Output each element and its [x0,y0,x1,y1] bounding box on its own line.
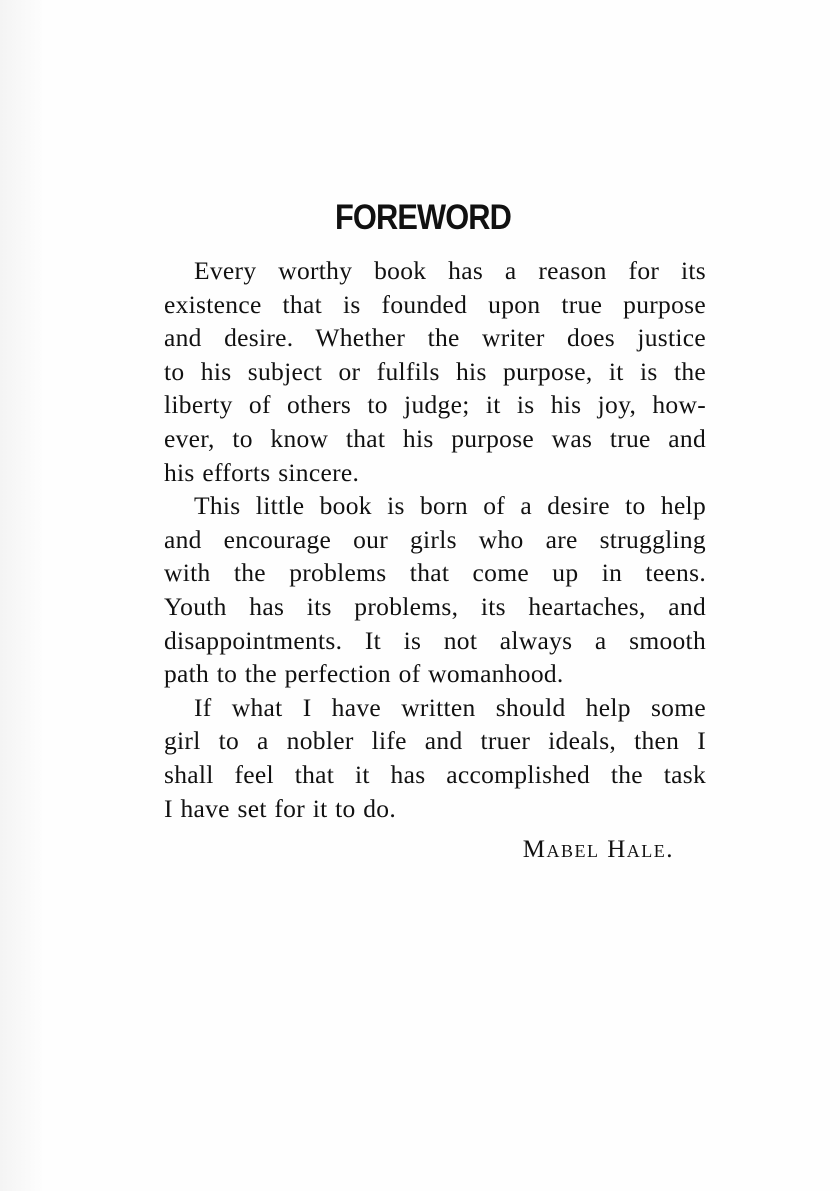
text-line: This little book is born of a desire to help [194,491,706,521]
text-line: If what I have written should help some [194,692,706,722]
paragraph-3 [134,691,706,825]
text-line: I have set for it to do. [164,793,397,823]
text-line: Every worthy book has a reason for its [194,256,706,285]
foreword-content [134,192,706,867]
text-line: girl to a nobler life and truer ideals, then I [164,726,706,756]
text-line: existence that is founded upon true purpose [164,289,706,319]
paragraph-2 [134,489,706,691]
text-line: liberty of others to judge; it is his joy, how- [164,390,706,420]
text-line: to his subject or fulfils his purpose, it is the [164,356,706,386]
text-line: disappointments. It is not always a smooth [164,625,706,655]
text-line: and encourage our girls who are struggling [164,524,706,554]
text-line: and desire. Whether the writer does justice [164,323,706,353]
page-title: FOREWORD [334,198,512,237]
text-line: his efforts sincere. [164,457,360,487]
paragraph-1 [134,254,706,489]
text-line: Youth has its problems, its heartaches, and [164,591,706,621]
page-shadow-edge [0,0,42,1191]
text-line: shall feel that it has accomplished the task [164,759,706,789]
author-signature: Mabel Hale. [522,836,674,864]
text-line: with the problems that come up in teens. [164,558,706,588]
text-line: ever, to know that his purpose was true and [164,423,706,453]
text-line: path to the perfection of womanhood. [164,659,564,689]
